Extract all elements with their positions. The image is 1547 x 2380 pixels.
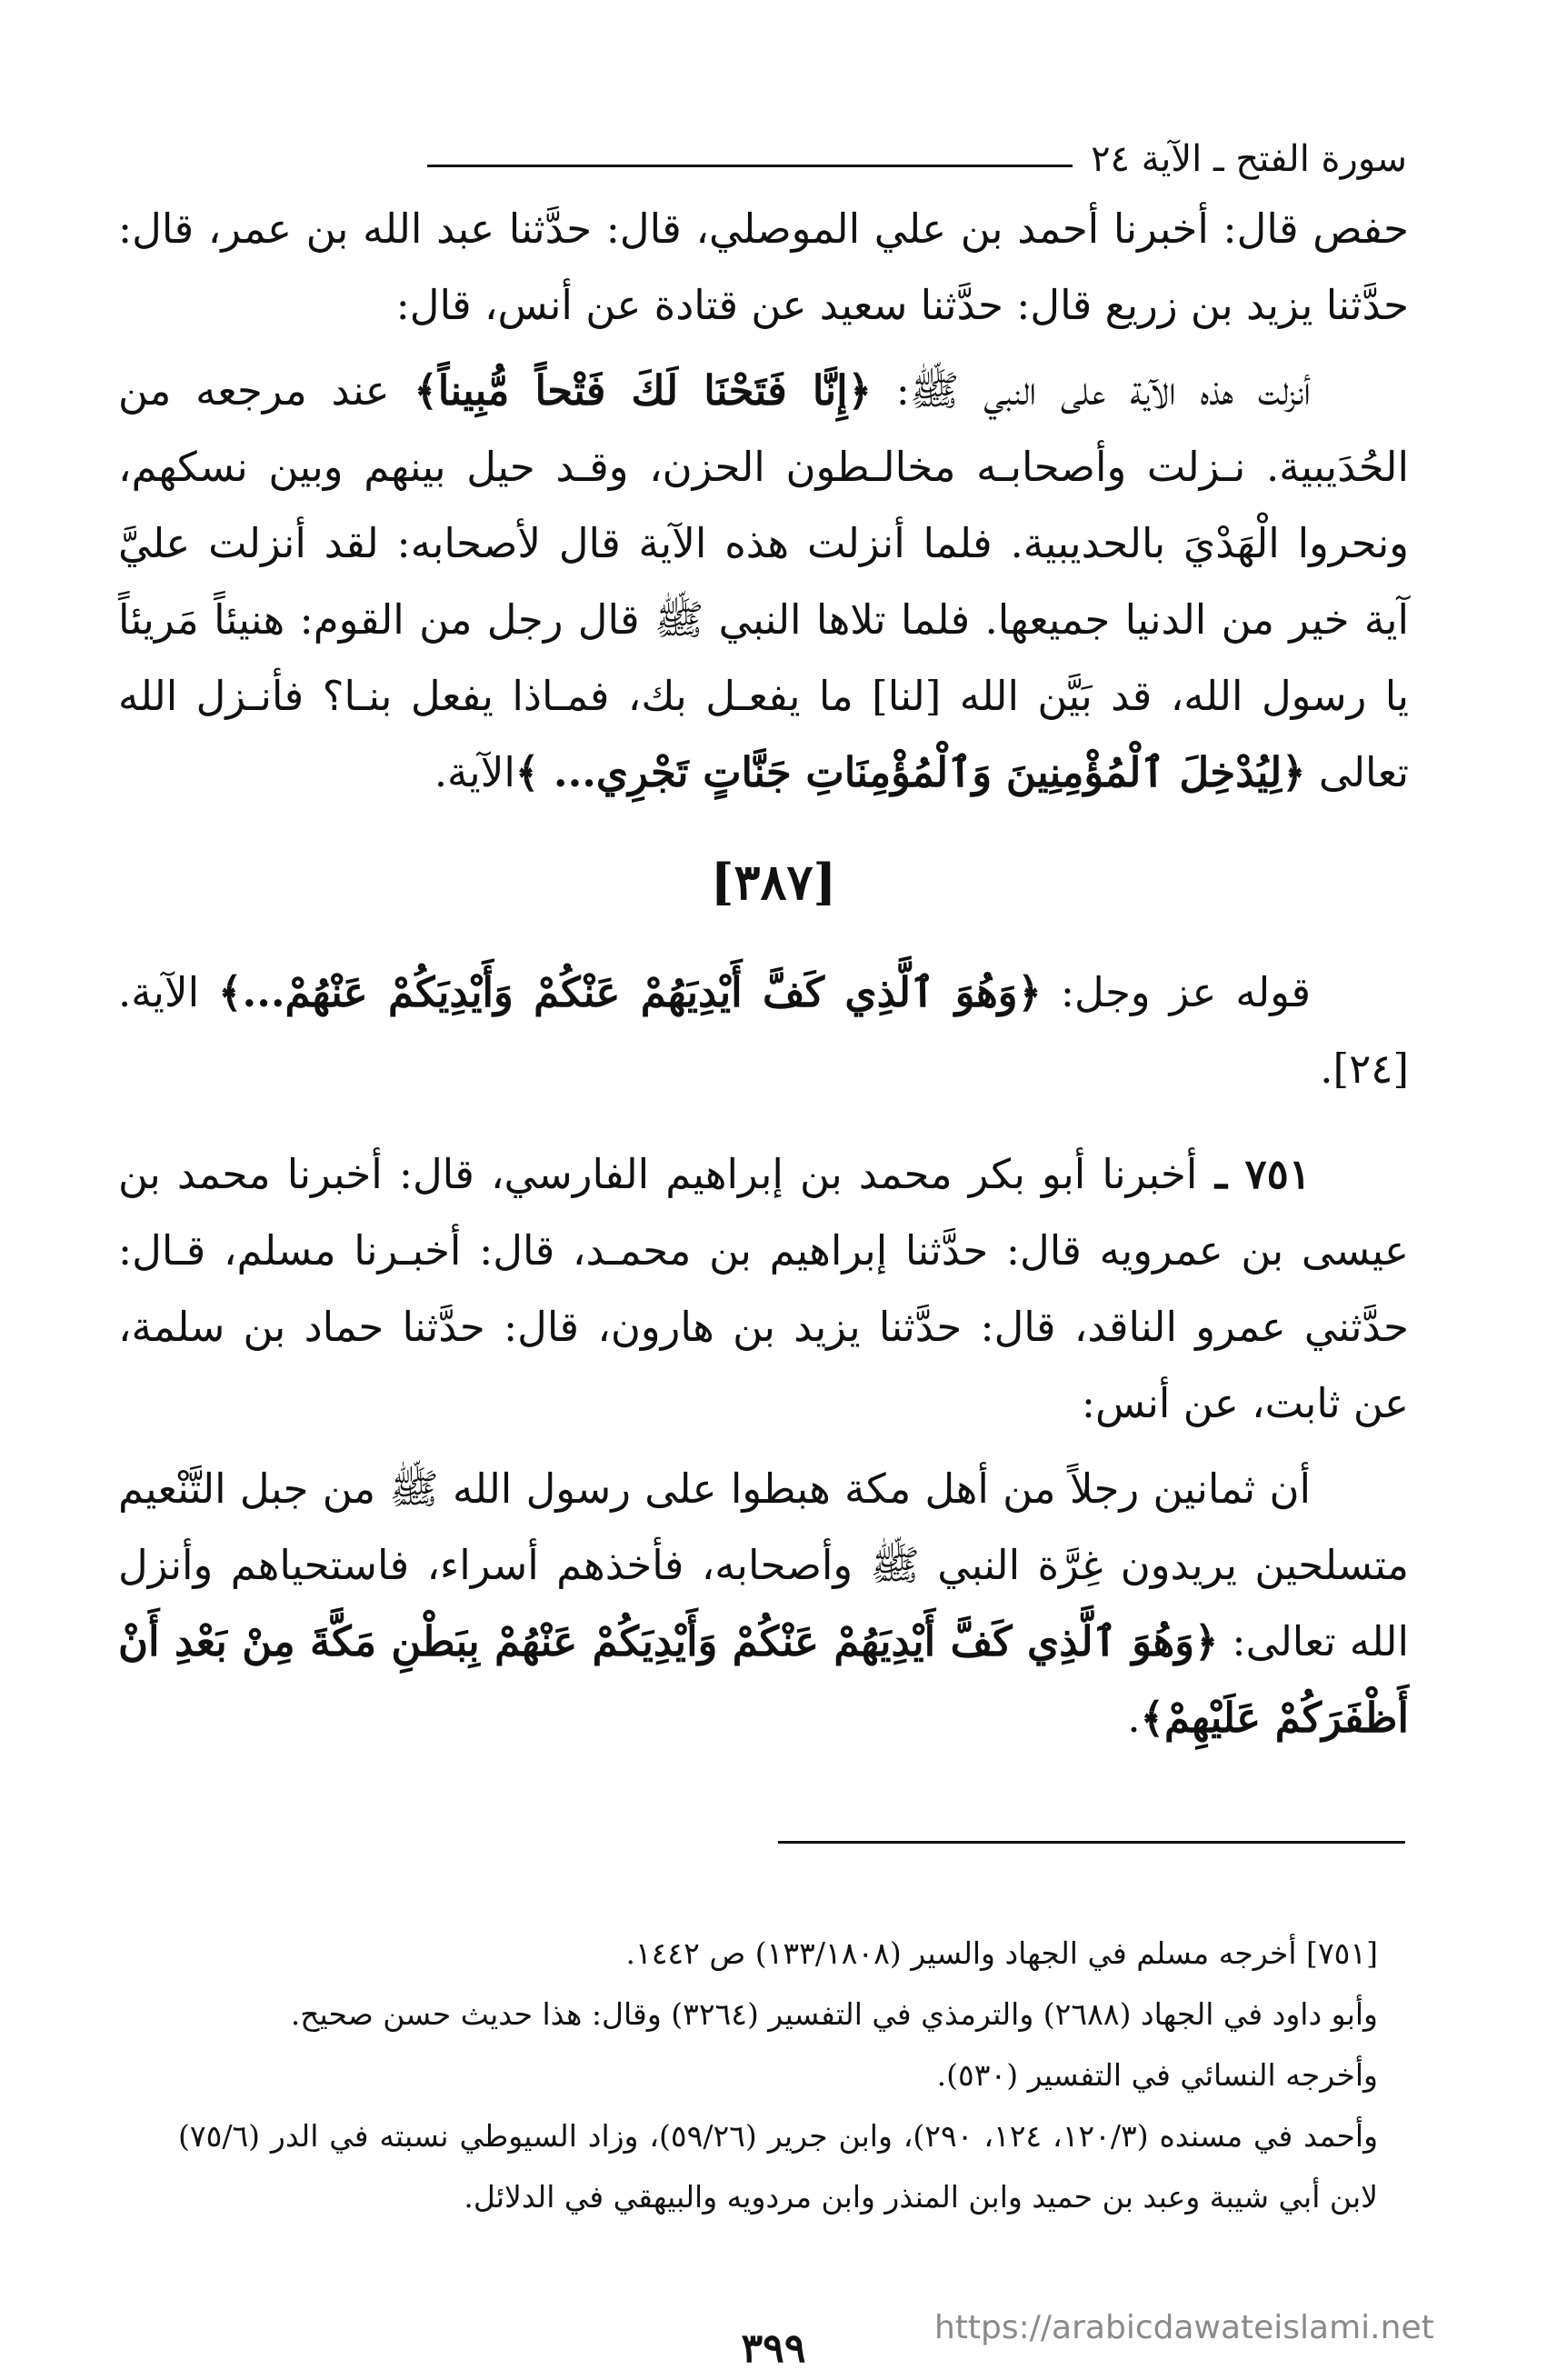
footnote-line: [٧٥١] أخرجه مسلم في الجهاد والسير (١٣٣/١٨٠٨) ص ١٤٤٢. (625, 1935, 1378, 1971)
quran-verse-2: ﴿لِيُدْخِلَ ٱلْمُؤْمِنِينَ وَٱلْمُؤْمِنَاتِ جَنَّاتٍ تَجْرِي... ﴾ (514, 748, 1306, 796)
quran-verse-1: ﴿إِنَّا فَتَحْنَا لَكَ فَتْحاً مُّبِيناً﴾ (414, 366, 872, 415)
matn-end: الآية. (434, 748, 515, 796)
hadith-number: ٧٥١ ـ (1197, 1150, 1311, 1198)
isnad-text: أخبرنا أبو بكر محمد بن إبراهيم الفارسي، قال: أخبرنا محمد بن عيسى بن عمرويه قال: حدَّثنا إبراهيم بن محمـد، قال: أخبـرنا مسلم، قـال: حدَّثني عمرو الناقد، قال: حدَّثنا يزيد بن هارون، قال: حدَّثنا حماد بن سلمة، عن ثابت، عن أنس: (118, 1150, 1409, 1427)
watermark-url: https://arabicdawateislami.net (934, 2309, 1434, 2346)
quran-verse-3: ﴿وَهُوَ ٱلَّذِي كَفَّ أَيْدِيَهُمْ عَنْكُمْ وَأَيْدِيَكُمْ عَنْهُمْ بِبَطْنِ مَكَّةَ مِنْ بَعْدِ أَنْ أَظْفَرَكُمْ عَلَيْهِمْ﴾ (118, 1617, 1409, 1742)
isnad-continuation: حفص قال: أخبرنا أحمد بن علي الموصلي، قال: حدَّثنا عبد الله بن عمر، قال: حدَّثنا يزيد بن زريع قال: حدَّثنا سعيد عن قتادة عن أنس، قال: (118, 205, 1409, 329)
section-number: [٣٨٧] (710, 853, 837, 911)
section-verse (118, 955, 1409, 1107)
running-title: سورة الفتح ـ الآية ٢٤ (1091, 138, 1407, 180)
section-intro: قوله عز وجل: (1041, 968, 1311, 1016)
section-quran: ﴿وَهُوَ ٱلَّذِي كَفَّ أَيْدِيَهُمْ عَنْكُمْ وَأَيْدِيَكُمْ عَنْهُمْ...﴾ (218, 968, 1042, 1016)
section-ref: الآية. [٢٤]. (118, 968, 1409, 1093)
matn-start: أنزلت هذه الآية على النبي ﷺ: (872, 366, 1311, 415)
hadith-750-matn (118, 353, 1409, 811)
footnote-line: وأخرجه النسائي في التفسير (٥٣٠). (936, 2057, 1378, 2093)
hadith-751 (118, 1136, 1409, 1756)
header-rule (427, 165, 1073, 167)
matn-middle: عند مرجعه من الحُدَيبية. نـزلت وأصحابـه مخالـطون الحزن، وقـد حيل بينهم وبين نسكهم، ونحروا الْهَدْيَ بالحديبية. فلما أنزلت هذه الآية قال لأصحابه: لقد أنزلت عليَّ آية خير من الدنيا جميعها. فلما تلاها النبي ﷺ قال رجل من القوم: هنيئاً مَريئاً يا رسول الله، قد بَيَّن الله [لنا] ما يفعـل بك، فمـاذا يفعل بنـا؟ فأنـزل الله تعالى (118, 366, 1409, 796)
hadith-751-matn (118, 1451, 1409, 1756)
matn-end: . (1127, 1694, 1141, 1742)
hadith-750-continuation (118, 191, 1409, 811)
page-number: ٣٩٩ (741, 2325, 806, 2372)
footnote-divider (778, 1841, 1405, 1844)
footnote-line: وأحمد في مسنده (١٢٠/٣، ١٢٤، ٢٩٠)، وابن جرير (٥٩/٢٦)، وزاد السيوطي نسبته في الدر (٧٥/٦) لابن أبي شيبة وعبد بن حميد وابن المنذر وابن مردويه والبيهقي في الدلائل. (178, 2118, 1379, 2215)
hadith-751-isnad (118, 1136, 1409, 1442)
matn-text: أن ثمانين رجلاً من أهل مكة هبطوا على رسول الله ﷺ من جبل التَّنْعيم متسلحين يريدون غِرَّة النبي ﷺ وأصحابه، فأخذهم أسراء، فاستحياهم وأنزل الله تعالى: (118, 1465, 1409, 1665)
footnotes (178, 1923, 1378, 2227)
running-header (427, 125, 1407, 180)
footnote-line: وأبو داود في الجهاد (٢٦٨٨) والترمذي في التفسير (٣٢٦٤) وقال: هذا حديث حسن صحيح. (290, 1996, 1378, 2032)
section-verse-line (118, 955, 1409, 1107)
